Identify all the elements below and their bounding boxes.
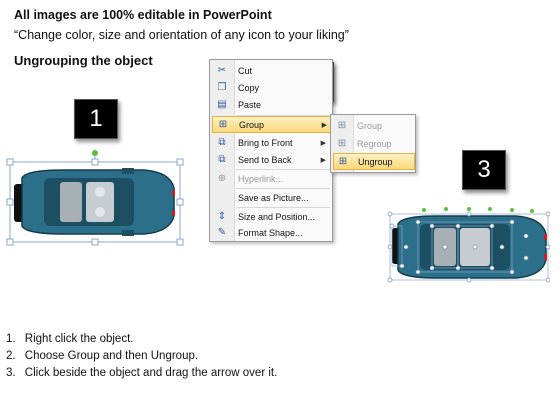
menu-item-send-to-back[interactable] [212, 151, 330, 168]
section-title: Ungrouping the object [14, 53, 153, 68]
send-to-back-icon: ⧉ [218, 154, 226, 165]
menu-item-label: Format Shape... [238, 227, 303, 238]
menu-item-label: Send to Back [238, 154, 292, 165]
instruction-item [6, 331, 277, 348]
submenu-arrow-icon: ▶ [321, 121, 327, 129]
menu-item-label: Paste [238, 99, 262, 110]
submenu-arrow-icon: ▶ [320, 156, 326, 164]
submenu-item-label: Ungroup [358, 156, 393, 167]
car-icon [14, 168, 175, 236]
menu-item-cut[interactable] [212, 62, 330, 79]
menu-item-bring-to-front[interactable] [212, 134, 330, 151]
bring-to-front-icon: ⧉ [218, 137, 226, 148]
instruction-item [6, 365, 277, 382]
submenu-item-regroup[interactable] [333, 135, 413, 152]
instructions-list [6, 331, 277, 382]
instruction-text: Click beside the object and drag the arrow over it. [24, 367, 278, 379]
submenu-item-ungroup[interactable] [333, 153, 415, 170]
menu-item-label: Bring to Front [238, 137, 293, 148]
car-icon [392, 216, 547, 278]
submenu-item-label: Regroup [357, 138, 392, 149]
group-icon: ⊞ [337, 120, 347, 131]
instruction-item [6, 348, 277, 365]
header-title: All images are 100% editable in PowerPoint [14, 8, 272, 22]
menu-item-copy[interactable] [212, 79, 330, 96]
menu-item-label: Save as Picture... [238, 192, 309, 203]
format-shape-icon: ✎ [217, 227, 227, 238]
instruction-text: Right click the object. [24, 333, 134, 345]
submenu-item-group[interactable] [333, 117, 413, 134]
scissors-icon: ✂ [217, 65, 227, 76]
instruction-number: 3. [6, 367, 16, 379]
grouped-car-object[interactable] [4, 148, 188, 248]
header-subtitle: “Change color, size and orientation of any icon to your liking” [14, 28, 349, 42]
menu-item-label: Hyperlink... [238, 173, 284, 184]
menu-item-format-shape[interactable] [212, 224, 330, 241]
menu-item-label: Cut [238, 65, 253, 76]
context-menu [209, 59, 333, 242]
menu-item-label: Copy [238, 82, 260, 93]
ungroup-icon: ⊞ [338, 156, 348, 167]
submenu-arrow-icon: ▶ [320, 139, 326, 147]
size-position-icon: ⇕ [217, 211, 227, 222]
hyperlink-icon: ⊕ [217, 173, 227, 184]
menu-item-paste[interactable] [212, 96, 330, 113]
group-submenu [330, 114, 416, 173]
instruction-number: 1. [6, 333, 16, 345]
menu-item-hyperlink[interactable] [212, 170, 330, 187]
step-badge-1: 1 [74, 99, 118, 139]
menu-item-label: Size and Position... [238, 211, 316, 222]
rotation-handle[interactable] [92, 150, 98, 156]
step-badge-3: 3 [462, 150, 506, 190]
instruction-text: Choose Group and then Ungroup. [24, 350, 199, 362]
copy-icon: ❐ [217, 82, 227, 93]
regroup-icon: ⊞ [337, 138, 347, 149]
menu-item-size-and-position[interactable] [212, 208, 330, 225]
menu-item-group[interactable] [212, 116, 332, 133]
menu-item-label: Group [239, 119, 265, 130]
submenu-item-label: Group [357, 120, 383, 131]
menu-item-save-as-picture[interactable] [212, 189, 330, 206]
paste-icon: ▤ [217, 99, 227, 110]
ungrouped-car-object[interactable] [386, 206, 550, 286]
group-icon: ⊞ [218, 119, 228, 130]
instruction-number: 2. [6, 350, 16, 362]
